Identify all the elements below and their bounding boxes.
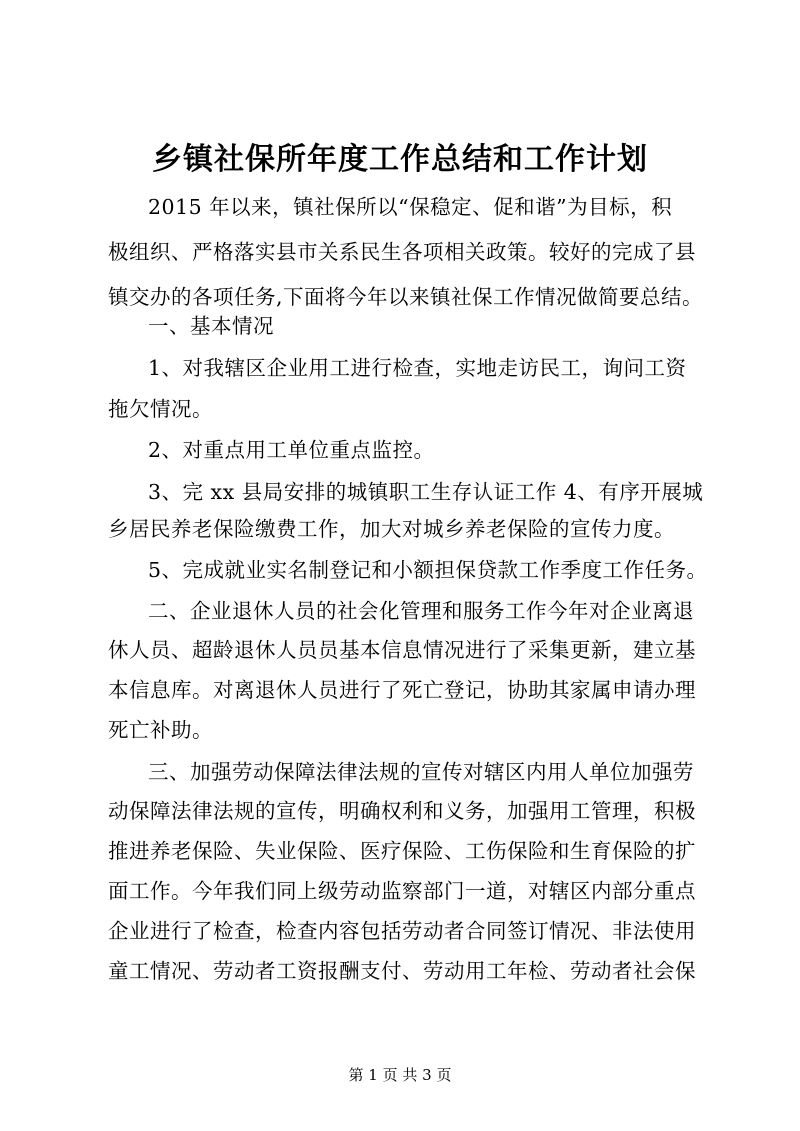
paragraph-line: 二、企业退休人员的社会化管理和服务工作今年对企业离退: [148, 599, 694, 623]
paragraph-line: 三、加强劳动保障法律法规的宣传对辖区内用人单位加强劳: [148, 760, 694, 784]
paragraph-line: 动保障法律法规的宣传，明确权利和义务，加强用工管理，积极: [108, 799, 696, 823]
paragraph-line: 推进养老保险、失业保险、医疗保险、工伤保险和生育保险的扩: [108, 839, 696, 863]
paragraph-line: 5、完成就业实名制登记和小额担保贷款工作季度工作任务。: [148, 558, 708, 582]
paragraph-line: 极组织、严格落实县市关系民生各项相关政策。较好的完成了县: [108, 240, 696, 264]
paragraph-line: 镇交办的各项任务,下面将今年以来镇社保工作情况做简要总结。: [108, 285, 704, 309]
paragraph-line: 休人员、超龄退休人员员基本信息情况进行了采集更新，建立基: [108, 638, 696, 662]
paragraph-line: 拖欠情况。: [108, 397, 213, 421]
paragraph-line: 企业进行了检查，检查内容包括劳动者合同签订情况、非法使用: [108, 919, 696, 943]
paragraph-line: 面工作。今年我们同上级劳动监察部门一道，对辖区内部分重点: [108, 879, 696, 903]
paragraph-line: 乡居民养老保险缴费工作，加大对城乡养老保险的宣传力度。: [108, 517, 675, 541]
document-title: 乡镇社保所年度工作总结和工作计划: [152, 142, 648, 177]
page-number-footer: 第 1 页 共 3 页: [348, 1066, 452, 1084]
paragraph-line: 2015 年以来，镇社保所以“保稳定、促和谐”为目标，积: [148, 195, 673, 219]
paragraph-line: 1、对我辖区企业用工进行检查，实地走访民工，询问工资: [148, 356, 687, 380]
paragraph-line: 2、对重点用工单位重点监控。: [148, 438, 435, 462]
paragraph-line: 死亡补助。: [108, 718, 213, 742]
paragraph-line: 一、基本情况: [148, 314, 274, 338]
paragraph-line: 童工情况、劳动者工资报酬支付、劳动用工年检、劳动者社会保: [108, 959, 696, 983]
paragraph-line: 本信息库。对离退休人员进行了死亡登记，协助其家属申请办理: [108, 678, 696, 702]
paragraph-line: 3、完 xx 县局安排的城镇职工生存认证工作 4、有序开展城: [148, 480, 704, 504]
